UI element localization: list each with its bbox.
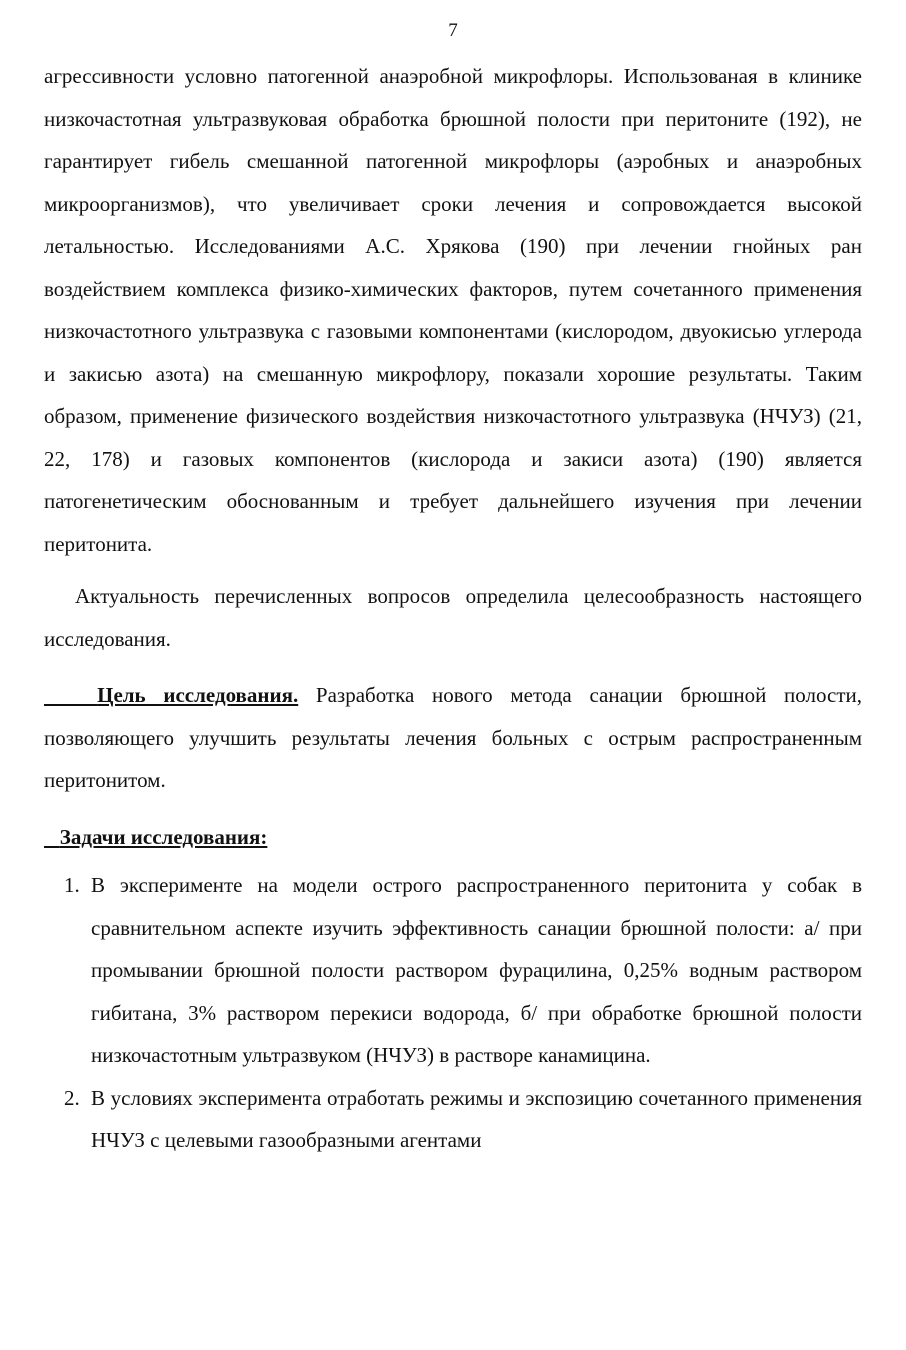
- document-body: [44, 55, 862, 1162]
- list-item-text: В эксперименте на модели острого распространенного перитонита у собак в сравнительном аспекте изучить эффективность санации брюшной полости: а/ при промывании брюшной полости раствором фурацилина, 0,25% водным раствором гибитана, 3% раствором перекиси водорода, б/ при обработке брюшной полости низкочастотным ультразвуком (НЧУЗ) в растворе канамицина.: [91, 873, 862, 1067]
- tasks-heading-label: Задачи исследования:: [59, 824, 268, 849]
- tasks-heading: [44, 816, 862, 859]
- paragraph-goal: [44, 674, 862, 802]
- list-item-number: 1.: [64, 873, 80, 897]
- page-number: 7: [448, 20, 458, 41]
- list-item: [44, 864, 862, 1077]
- paragraph-intro: агрессивности условно патогенной анаэробной микрофлоры. Использованая в клинике низкочастотная ультразвуковая обработка брюшной полости при перитоните (192), не гарантирует гибель смешанной патогенной микрофлоры (аэробных и анаэробных микроорганизмов), что увеличивает сроки лечения и сопровождается высокой летальностью. Исследованиями А.С. Хрякова (190) при лечении гнойных ран воздействием комплекса физико-химических факторов, путем сочетанного применения низкочастотного ультразвука с газовыми компонентами (кислородом, двуокисью углерода и закисью азота) на смешанную микрофлору, показали хорошие результаты. Таким образом, применение физического воздействия низкочастотного ультразвука (НЧУЗ) (21, 22, 178) и газовых компонентов (кислорода и закиси азота) (190) является патогенетическим обоснованным и требует дальнейшего изучения при лечении перитонита.: [44, 64, 862, 556]
- goal-label: Цель исследования.: [97, 683, 299, 707]
- list-item-text: В условиях эксперимента отработать режимы и экспозицию сочетанного применения НЧУЗ с целевыми газообразными агентами: [91, 1085, 862, 1152]
- list-item-number: 2.: [64, 1085, 80, 1110]
- paragraph-relevance: Актуальность перечисленных вопросов определила целесообразность настоящего исследования.: [44, 584, 862, 651]
- goal-text: Разработка нового метода санации брюшной полости, позволяющего улучшить результаты лечения больных с острым распространенным перитонитом.: [44, 683, 863, 792]
- tasks-list: [44, 864, 862, 1162]
- list-item: [44, 1077, 862, 1162]
